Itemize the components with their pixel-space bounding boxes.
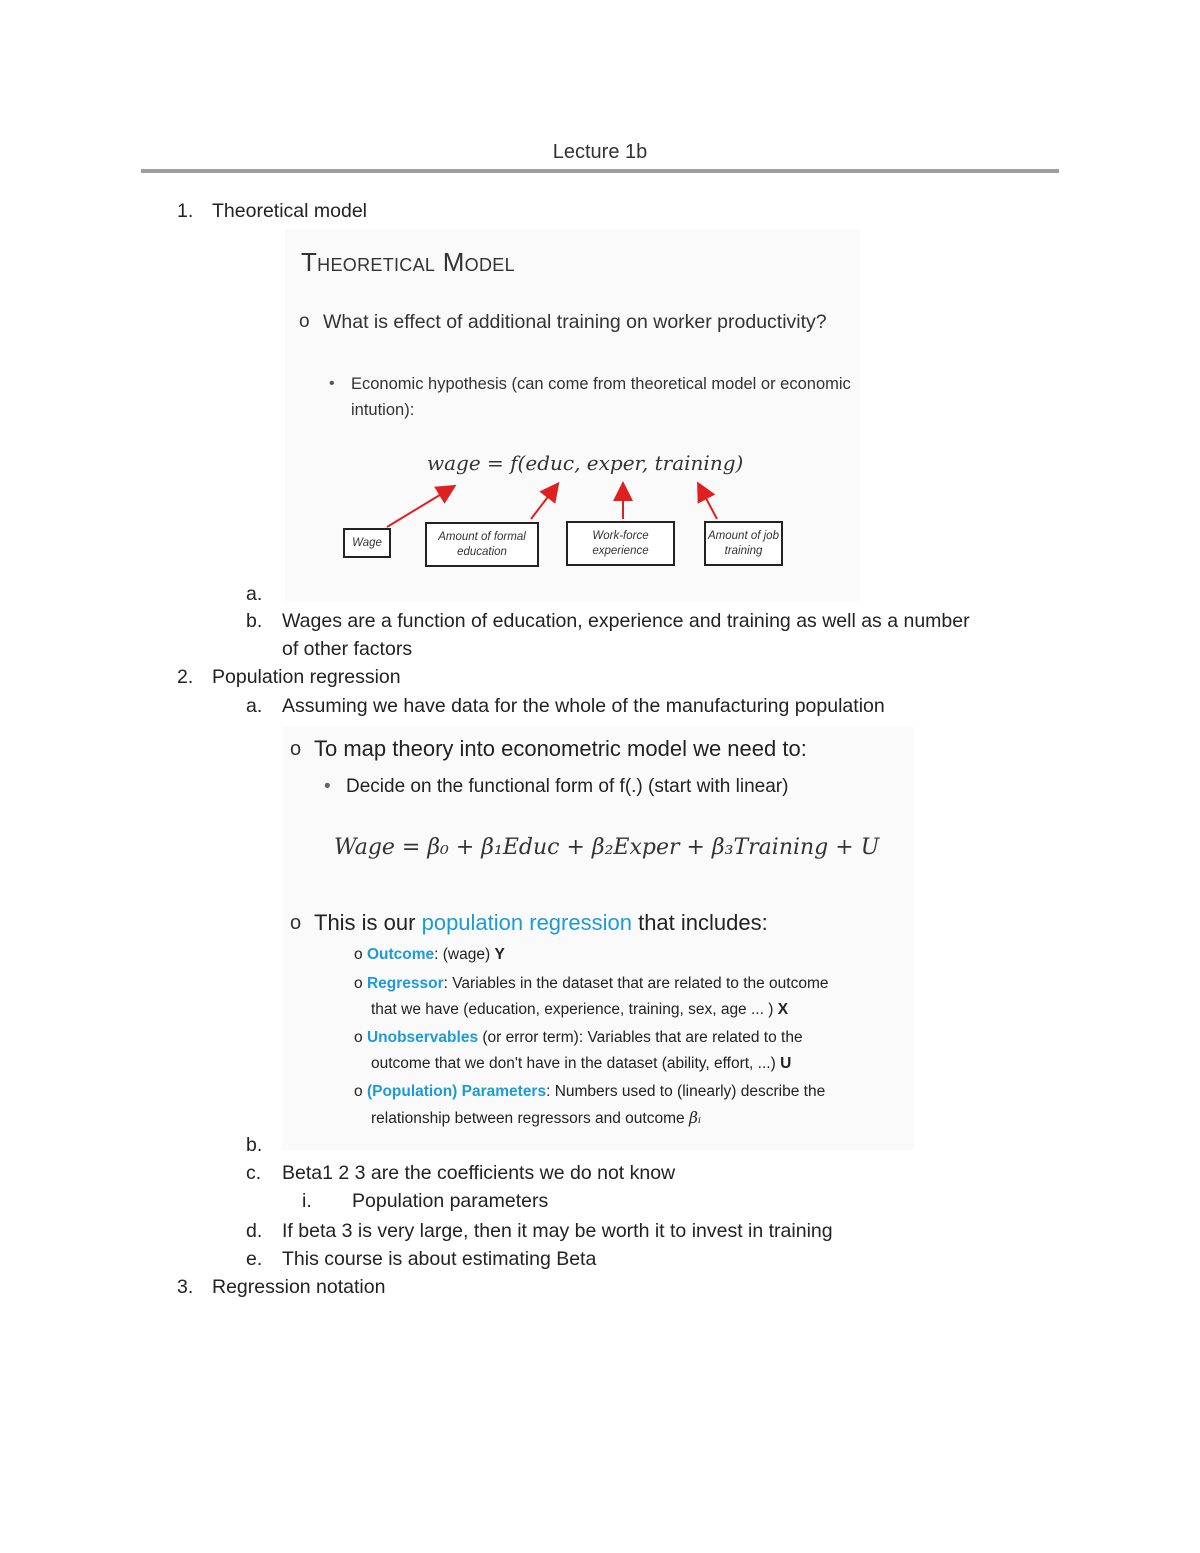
- dot-bullet-icon: •: [329, 375, 335, 392]
- term-unobservables: o Unobservables (or error term): Variables that are related to the: [354, 1029, 803, 1046]
- item-2d-label: d.: [246, 1220, 263, 1242]
- slide-bullet-1: Decide on the functional form of f(.) (start with linear): [346, 776, 789, 797]
- slide-heading-2: This is our population regression that includes:: [314, 910, 768, 935]
- item-1a-label: a.: [246, 583, 263, 605]
- circle-bullet-icon: o: [290, 912, 302, 934]
- slide-question: What is effect of additional training on worker productivity?: [323, 311, 827, 333]
- item-2-text: Population regression: [212, 666, 401, 688]
- circle-bullet-icon: o: [290, 738, 302, 760]
- item-1b-label: b.: [246, 610, 263, 632]
- regression-equation: Wage = β₀ + β₁Educ + β₂Exper + β₃Training + U: [334, 835, 880, 860]
- arrow-training: [699, 485, 717, 519]
- theoretical-model-slide: [285, 229, 860, 601]
- slide-heading-1: To map theory into econometric model we need to:: [314, 736, 807, 761]
- title-rule: [141, 169, 1059, 173]
- item-2e-text: This course is about estimating Beta: [282, 1248, 597, 1270]
- arrow-wage: [387, 487, 453, 527]
- item-2a-label: a.: [246, 695, 263, 717]
- term-unobservables-cont: outcome that we don't have in the dataset (ability, effort, ...) U: [371, 1055, 792, 1072]
- education-box: Amount of formal education: [425, 522, 539, 567]
- wage-box: Wage: [343, 528, 391, 558]
- item-2c-i-text: Population parameters: [352, 1190, 549, 1212]
- training-box: Amount of job training: [704, 521, 783, 566]
- circle-bullet-icon: o: [299, 311, 310, 332]
- item-1b-text: Wages are a function of education, experience and training as well as a number: [282, 610, 970, 632]
- slide-title: Theoretical Model: [301, 247, 515, 277]
- experience-box: Work-force experience: [566, 521, 675, 566]
- item-2c-i-label: i.: [302, 1190, 312, 1212]
- term-regressor-cont: that we have (education, experience, training, sex, age ... ) X: [371, 1001, 789, 1018]
- item-2b-label: b.: [246, 1134, 263, 1156]
- item-2c-label: c.: [246, 1162, 262, 1184]
- term-regressor: o Regressor: Variables in the dataset that are related to the outcome: [354, 975, 829, 992]
- term-outcome: o Outcome: (wage) Y: [354, 946, 505, 963]
- term-parameters-cont: relationship between regressors and outcome βᵢ: [371, 1109, 702, 1127]
- arrow-educ: [531, 485, 557, 519]
- dot-bullet-icon: •: [324, 776, 331, 797]
- item-3-text: Regression notation: [212, 1276, 386, 1298]
- item-2e-label: e.: [246, 1248, 263, 1270]
- slide-hypothesis: Economic hypothesis (can come from theoretical model or economic intution):: [351, 375, 851, 419]
- item-1-text: Theoretical model: [212, 200, 367, 222]
- item-3-number: 3.: [177, 1276, 194, 1298]
- term-parameters: o (Population) Parameters: Numbers used to (linearly) describe the: [354, 1083, 826, 1100]
- item-2a-text: Assuming we have data for the whole of the manufacturing population: [282, 695, 885, 717]
- item-1b-cont: of other factors: [282, 638, 413, 660]
- item-2-number: 2.: [177, 666, 194, 688]
- item-2c-text: Beta1 2 3 are the coefficients we do not know: [282, 1162, 676, 1184]
- page-title: Lecture 1b: [552, 141, 648, 163]
- population-regression-slide: [282, 727, 914, 1150]
- item-1-number: 1.: [177, 200, 194, 222]
- slide-equation: wage = f(educ, exper, training): [427, 451, 744, 475]
- item-2d-text: If beta 3 is very large, then it may be worth it to invest in training: [282, 1220, 833, 1242]
